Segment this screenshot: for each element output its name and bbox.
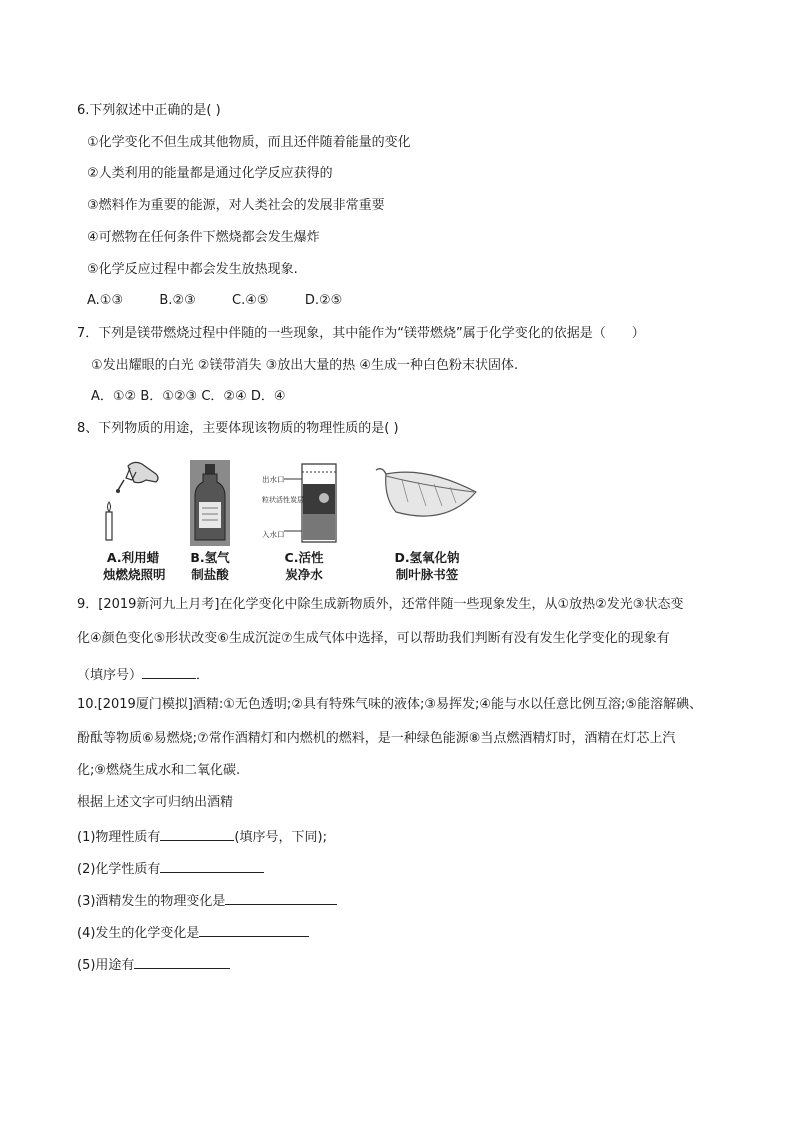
caption-c-line1: C.活性 — [284, 550, 324, 565]
q9-fill-suffix: ． — [196, 668, 210, 683]
q7-options: A．①② B．①②③ C．②④ D．④ — [91, 389, 286, 404]
q10-sub-5 — [77, 954, 230, 975]
q6-option-d: D.②⑤ — [304, 293, 343, 308]
q10-sub-2-label: (2)化学性质有 — [77, 862, 161, 877]
q6-option-b: B.②③ — [159, 293, 196, 308]
q10-intro: 根据上述文字可归纳出酒精 — [77, 795, 234, 810]
q10-sub-1-label: (1)物理性质有 — [77, 830, 161, 845]
caption-b — [186, 549, 234, 583]
q6-item-1: ①化学变化不但生成其他物质，而且还伴随着能量的变化 — [87, 135, 411, 150]
q6-item-2: ②人类利用的能量都是通过化学反应获得的 — [87, 166, 333, 181]
q9-answer-blank[interactable] — [142, 664, 196, 679]
caption-d-line1: D.氢氧化钠 — [394, 550, 460, 565]
q10-line1: 10.[2019厦门模拟]酒精:①无色透明;②具有特殊气味的液体;③易挥发;④能与水以任意比例互溶;⑤能溶解碘、 — [77, 697, 703, 712]
q10-line2: 酚酞等物质⑥易燃烧;⑦常作酒精灯和内燃机的燃料，是一种绿色能源⑧当点燃酒精灯时，酒精在灯芯上汽 — [77, 731, 676, 746]
caption-b-line2: 制盐酸 — [191, 567, 229, 582]
q10-sub-1 — [77, 826, 327, 847]
caption-c-line2: 炭净水 — [285, 567, 323, 582]
filter-outlet-label: 出水口 — [262, 475, 285, 484]
q9-fill-prefix: （填序号） — [77, 668, 143, 683]
q9-line2: 化④颜色变化⑤形状改变⑥生成沉淀⑦生成气体中选择，可以帮助我们判断有没有发生化学变化的现象有 — [77, 631, 670, 646]
q10-sub-4-blank[interactable] — [199, 922, 309, 937]
caption-a-line2: 烛燃烧照明 — [103, 567, 166, 582]
candle-figure — [100, 458, 170, 546]
q6-option-a: A.①③ — [87, 293, 124, 308]
q6-option-c: C.④⑤ — [232, 293, 269, 308]
q8-stem: 8、下列物质的用途，主要体现该物质的物理性质的是( ) — [77, 421, 399, 436]
q10-sub-3-blank[interactable] — [225, 890, 337, 905]
q6-item-4: ④可燃物在任何条件下燃烧都会发生爆炸 — [87, 230, 320, 245]
q10-sub-5-blank[interactable] — [134, 954, 230, 969]
caption-a — [103, 549, 166, 583]
q6-item-5: ⑤化学反应过程中都会发生放热现象. — [87, 262, 298, 277]
filter-layer-label: 粒状活性炭层 — [262, 496, 304, 504]
q9-line3 — [77, 664, 209, 685]
q7-items: ①发出耀眼的白光 ②镁带消失 ③放出大量的热 ④生成一种白色粉末状固体. — [91, 358, 519, 373]
caption-b-line1: B.氢气 — [190, 550, 230, 565]
q10-sub-1-suffix: (填序号，下同); — [234, 830, 327, 845]
q6-options — [87, 292, 342, 310]
q10-line3: 化;⑨燃烧生成水和二氧化碳. — [77, 763, 241, 778]
q10-sub-4 — [77, 922, 309, 943]
q6-stem: 6.下列叙述中正确的是( ) — [77, 103, 221, 118]
q10-sub-3-label: (3)酒精发生的物理变化是 — [77, 894, 226, 909]
leaf-figure — [372, 464, 480, 530]
caption-d-line2: 制叶脉书签 — [395, 567, 459, 582]
q7-stem: 7．下列是镁带燃烧过程中伴随的一些现象，其中能作为“镁带燃烧”属于化学变化的依据是（ ） — [77, 326, 645, 341]
q6-item-3: ③燃料作为重要的能源，对人类社会的发展非常重要 — [87, 198, 385, 213]
q9-line1: 9．[2019新河九上月考]在化学变化中除生成新物质外，还常伴随一些现象发生，从①放热②发光③状态变 — [77, 597, 684, 612]
caption-c — [278, 549, 330, 583]
caption-d — [388, 549, 466, 583]
q10-sub-4-label: (4)发生的化学变化是 — [77, 926, 200, 941]
q10-sub-5-label: (5)用途有 — [77, 958, 135, 973]
q10-sub-2-blank[interactable] — [160, 858, 264, 873]
q10-sub-1-blank[interactable] — [160, 826, 234, 841]
bottle-figure — [190, 460, 230, 546]
carbon-filter-figure — [262, 458, 346, 546]
filter-inlet-label: 入水口 — [262, 530, 285, 539]
q10-sub-3 — [77, 890, 337, 911]
caption-a-line1: A.利用蜡 — [106, 550, 160, 565]
q10-sub-2 — [77, 858, 264, 879]
